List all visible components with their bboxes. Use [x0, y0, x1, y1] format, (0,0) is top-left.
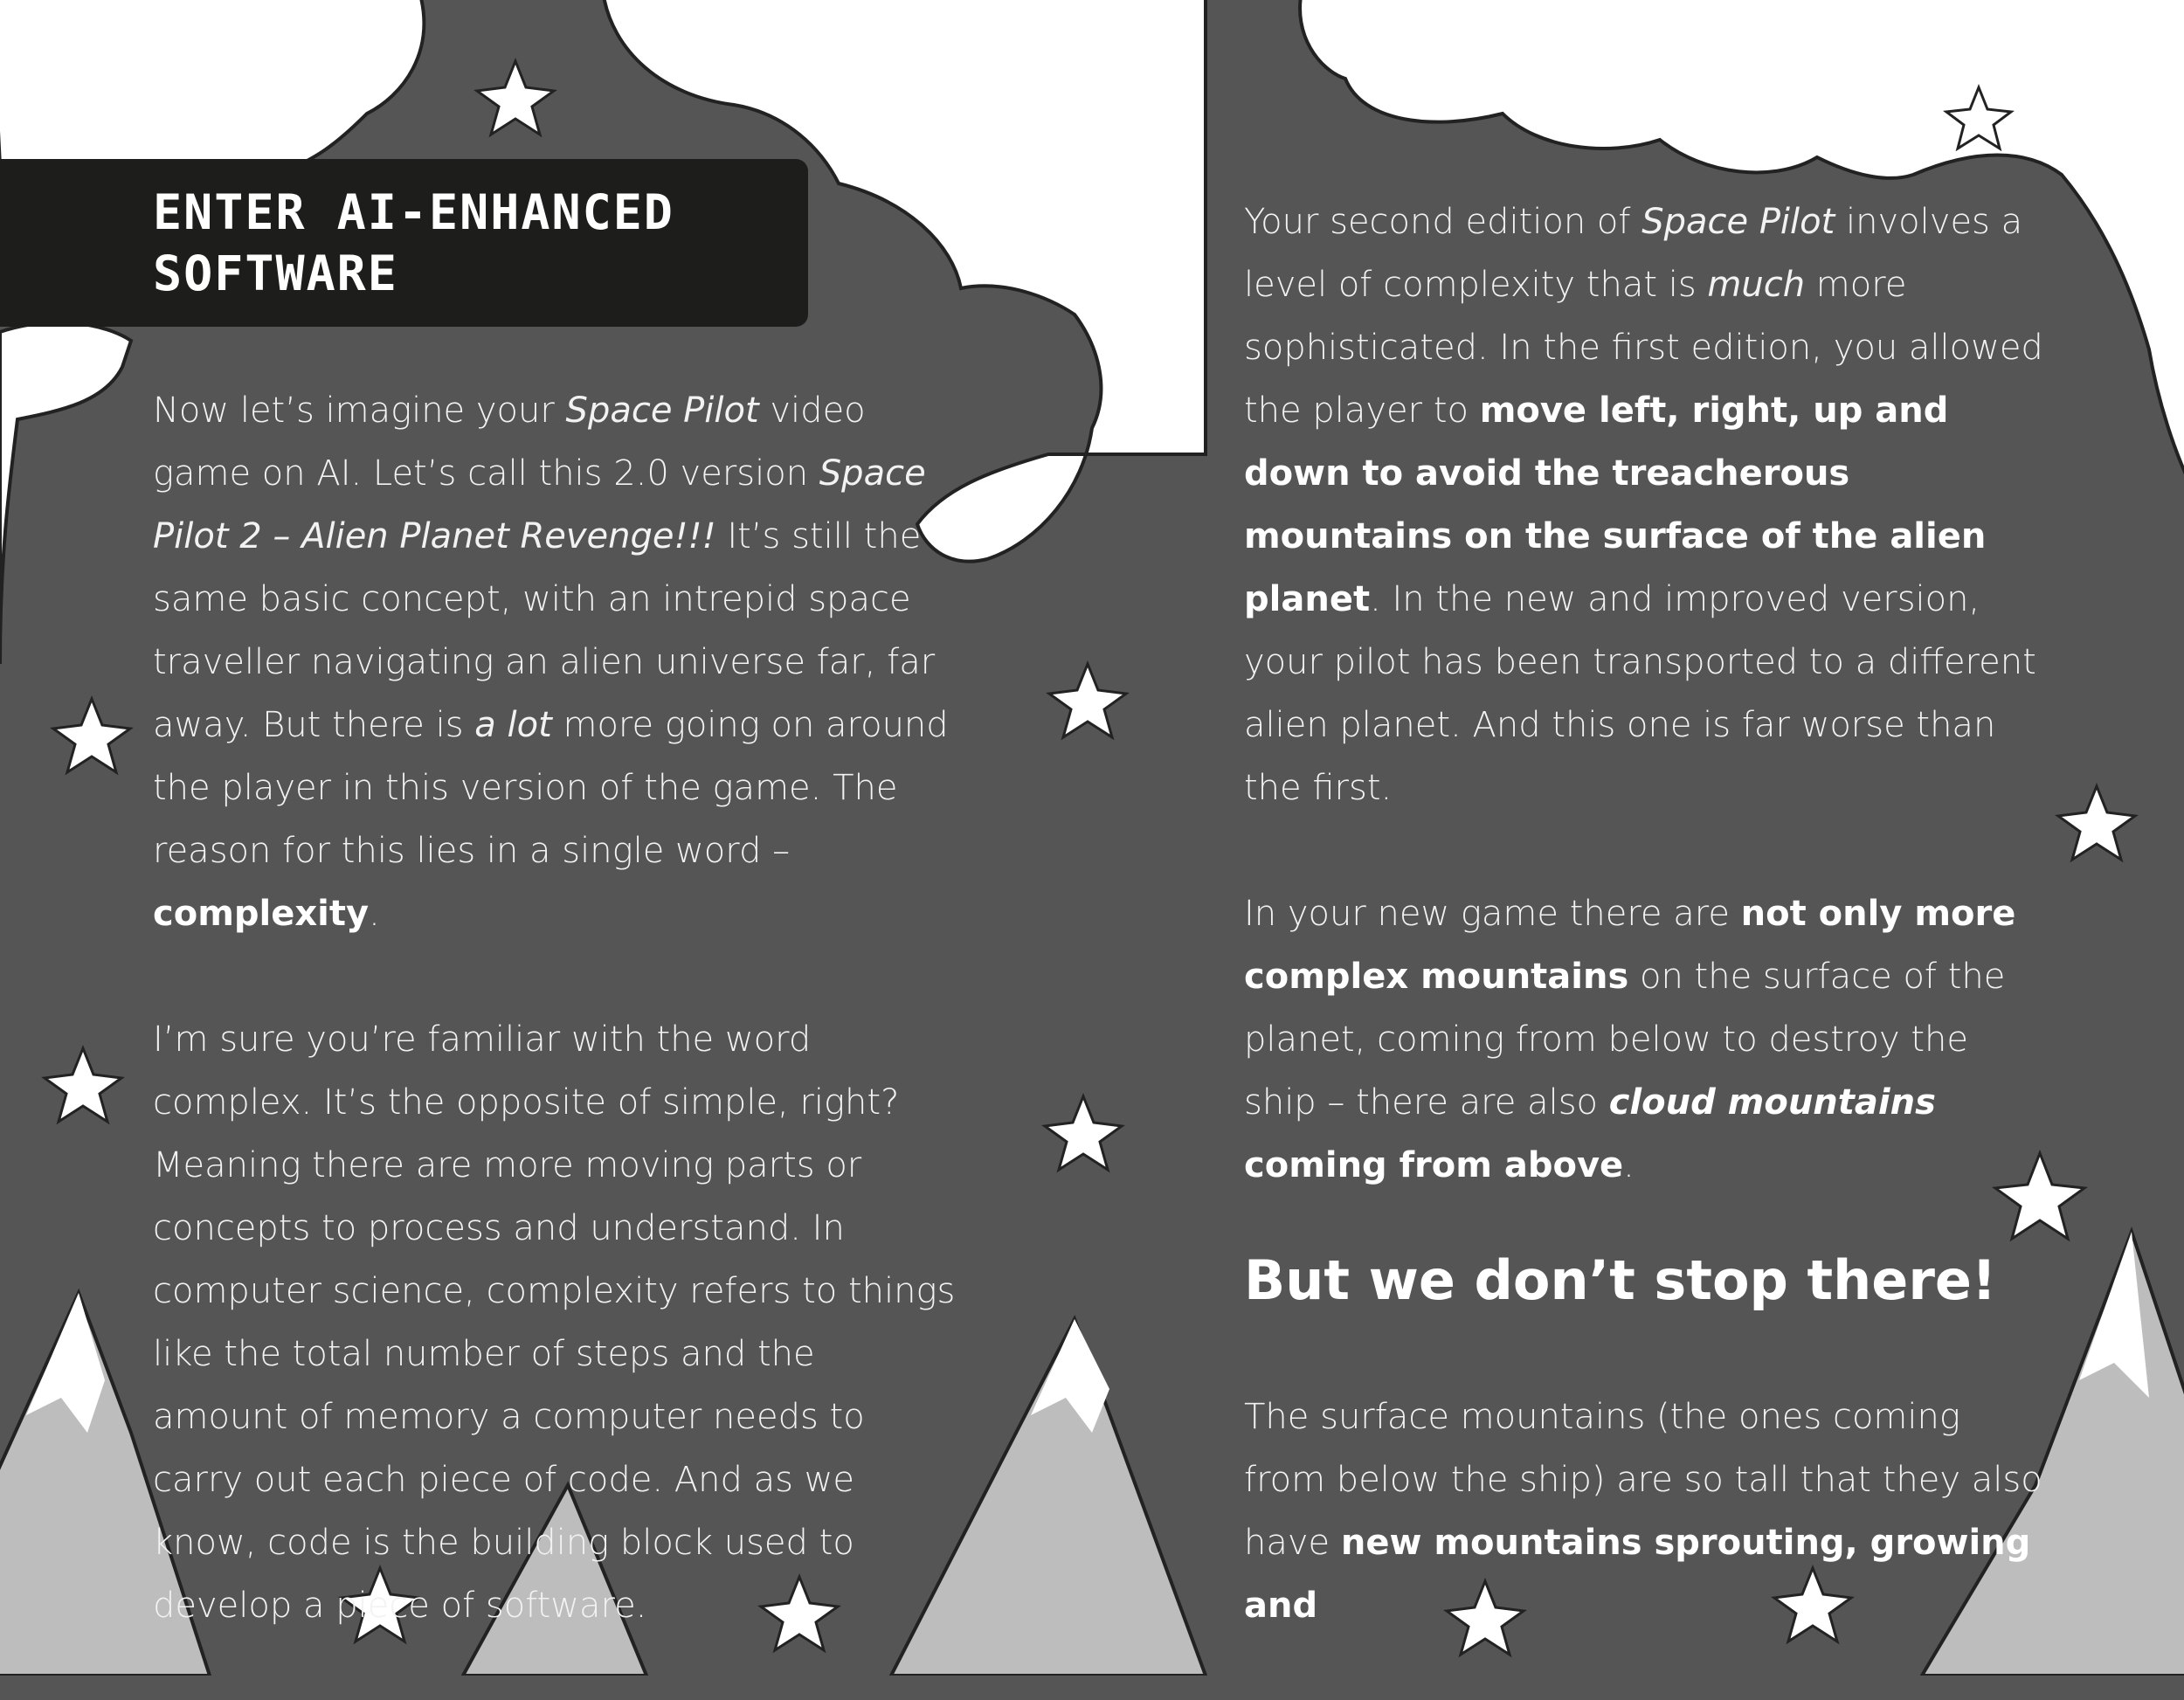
text-run: involves a level of complexity that is — [1244, 202, 2023, 305]
star-icon — [45, 1048, 121, 1122]
text-run-bold: not only more complex mountains — [1244, 894, 2016, 997]
text-run: video game on AI. Let’s call this 2.0 version — [153, 390, 866, 494]
star-icon — [477, 61, 554, 135]
text-run-italic: Space Pilot — [1641, 202, 1835, 242]
text-run: on the surface of the planet, coming from below to destroy the ship – there are also — [1244, 957, 2006, 1123]
section-title: ENTER AI-ENHANCED SOFTWARE — [153, 184, 674, 301]
left-paragraph-1 — [153, 379, 957, 945]
section-title-box — [0, 159, 808, 327]
text-run: . — [369, 894, 380, 934]
text-run: . In the new and improved version, your pilot has been transported to a different alien planet. And this one is far worse than the first. — [1244, 579, 2036, 808]
text-run: more going on around the player in this version of the game. The reason for this lies in a single word – — [153, 705, 949, 871]
text-run: It’s still the same basic concept, with an intrepid space traveller navigating an alien universe far, far away. But there is — [153, 516, 936, 745]
right-paragraph-1 — [1244, 190, 2048, 819]
text-run-italic: a lot — [474, 705, 552, 745]
star-icon — [2058, 786, 2135, 860]
text-run: Now let’s imagine your — [153, 390, 566, 431]
text-run-bold: move left, right, up and down to avoid the treacherous mountains on the surface of the alien planet — [1244, 390, 1987, 619]
text-run: Your second edition of — [1244, 202, 1642, 242]
text-run-italic: much — [1707, 265, 1806, 305]
left-column — [153, 379, 957, 1700]
text-run-italic: Space Pilot — [565, 390, 759, 431]
text-run: In your new game there are — [1244, 894, 1741, 934]
right-paragraph-3 — [1244, 1386, 2048, 1637]
text-run-bold-italic: cloud mountains — [1608, 1082, 1936, 1123]
star-icon — [1045, 1096, 1122, 1170]
subheading: But we don’t stop there! — [1244, 1248, 1997, 1312]
text-run: more sophisticated. In the first edition, you allowed the player to — [1244, 265, 2043, 431]
right-paragraph-2 — [1244, 882, 2048, 1197]
text-run-bold: coming from above — [1244, 1145, 1624, 1185]
star-icon — [53, 699, 130, 772]
text-run: The surface mountains (the ones coming from below the ship) are so tall that they also have — [1244, 1397, 2042, 1563]
right-column — [1244, 190, 2048, 1700]
text-run: . — [1623, 1145, 1635, 1185]
text-run-bold: complexity — [153, 894, 370, 934]
text-run-bold: new mountains sprouting, growing and — [1244, 1523, 2031, 1626]
text-run-italic: Space Pilot 2 – Alien Planet Revenge!!! — [153, 453, 926, 556]
star-icon — [1049, 664, 1126, 737]
left-paragraph-2: I’m sure you’re familiar with the word complex. It’s the opposite of simple, right? Meaning there are more moving parts or concepts to process and understand. In computer science, complexity refers to things like the total number of steps and the amount of memory a computer needs to carry out each piece of code. And as we know, code is the building block used to develop a piece of software. — [153, 1019, 956, 1626]
